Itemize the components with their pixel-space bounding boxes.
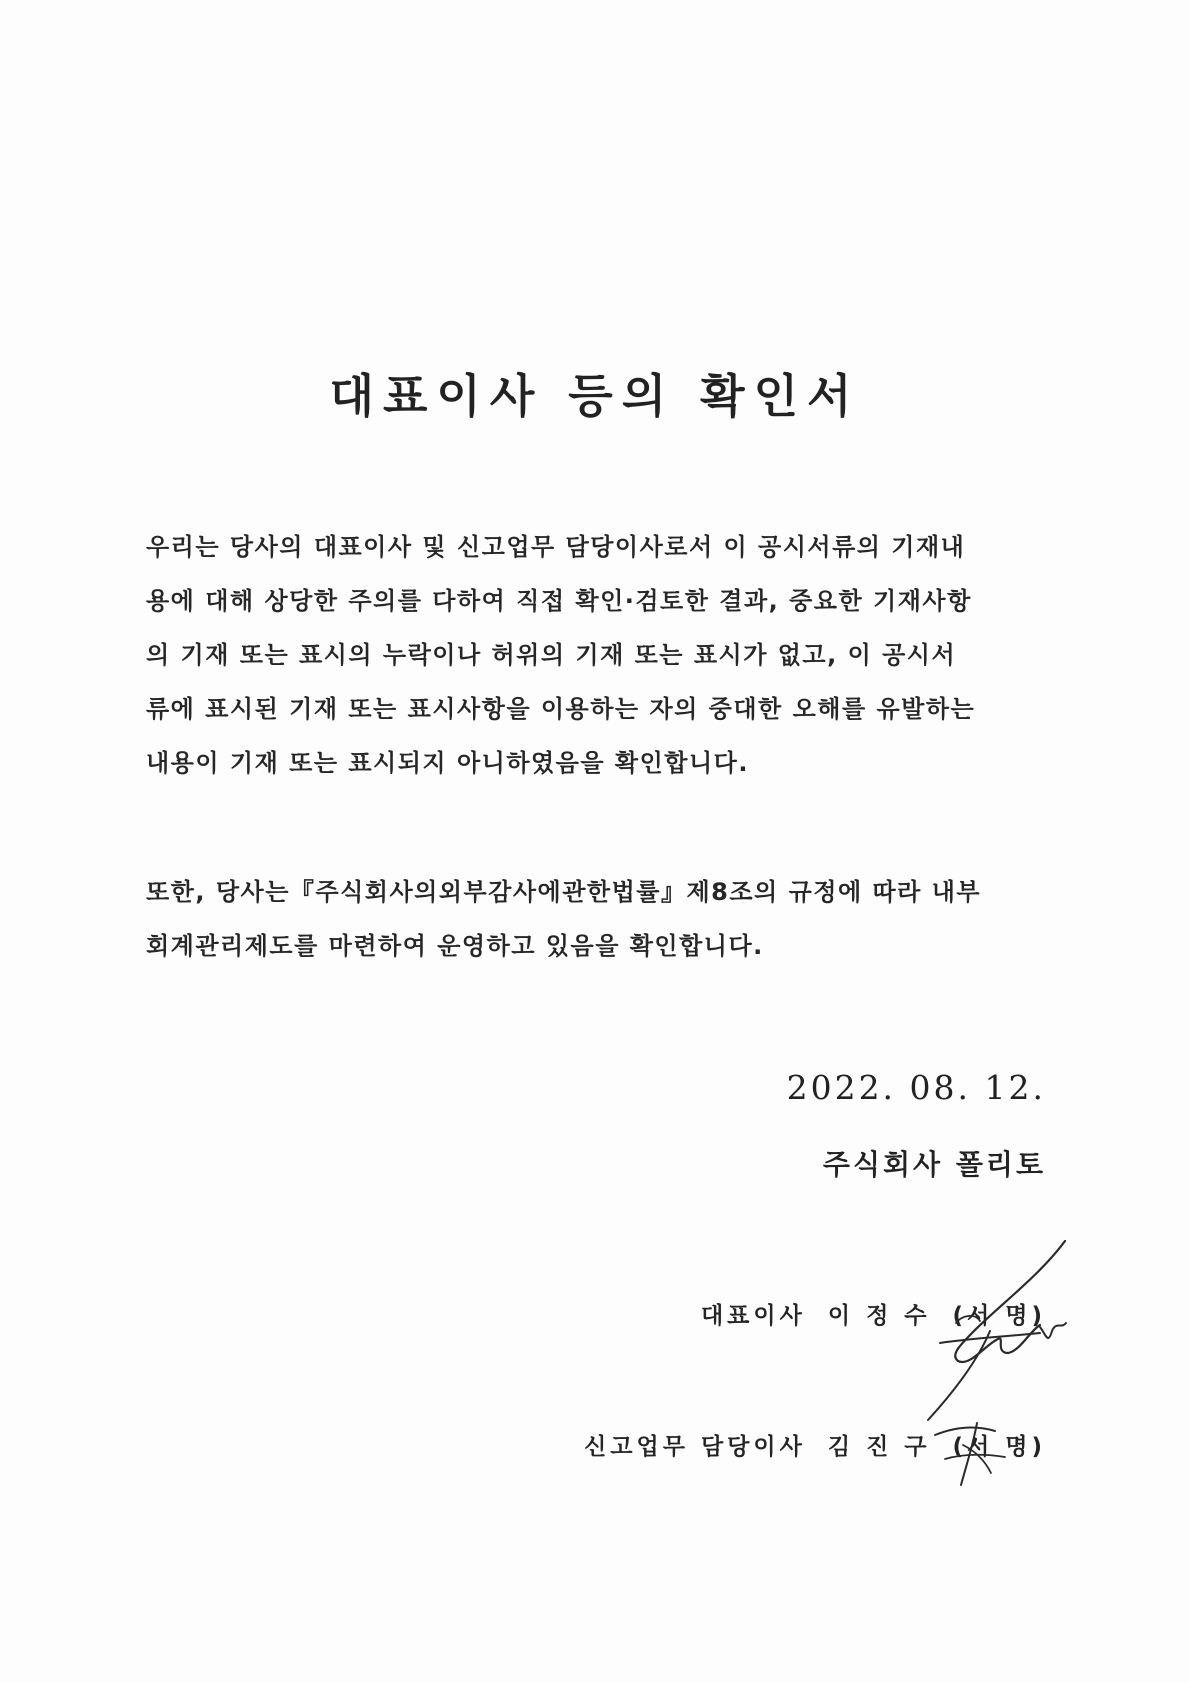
cfo-name: 김 진 구: [827, 1434, 931, 1460]
ceo-name: 이 정 수: [827, 1303, 931, 1329]
confirmation-paragraph: [146, 520, 1042, 790]
ceo-signature-line: [701, 1297, 1046, 1330]
internal-control-paragraph: [146, 865, 1042, 973]
cfo-sign-mark: (서 명): [952, 1434, 1046, 1460]
paragraph-line: 류에 표시된 기재 또는 표시사항을 이용하는 자의 중대한 오해를 유발하는: [146, 695, 976, 723]
company-name: 주식회사 폴리토: [822, 1148, 1046, 1181]
cfo-signature-line: [584, 1428, 1046, 1461]
paragraph-line: 내용이 기재 또는 표시되지 아니하였음을 확인합니다.: [146, 749, 749, 777]
paragraph-line: 또한, 당사는『주식회사의외부감사에관한법률』제8조의 규정에 따라 내부: [146, 878, 982, 906]
paragraph-line: 의 기재 또는 표시의 누락이나 허위의 기재 또는 표시가 없고, 이 공시서: [146, 641, 957, 669]
paragraph-line: 회계관리제도를 마련하여 운영하고 있음을 확인합니다.: [146, 932, 764, 960]
paragraph-line: 용에 대해 상당한 주의를 다하여 직접 확인·검토한 결과, 중요한 기재사항: [146, 587, 972, 615]
document-date: 2022. 08. 12.: [786, 1068, 1046, 1107]
ceo-handwritten-signature: [880, 1235, 1100, 1425]
document-title: 대표이사 등의 확인서: [329, 369, 861, 423]
paragraph-line: 우리는 당사의 대표이사 및 신고업무 담당이사로서 이 공시서류의 기재내: [146, 533, 966, 561]
ceo-sign-mark: (서 명): [952, 1303, 1046, 1329]
ceo-role: 대표이사: [700, 1303, 806, 1329]
cfo-role: 신고업무 담당이사: [584, 1434, 806, 1460]
